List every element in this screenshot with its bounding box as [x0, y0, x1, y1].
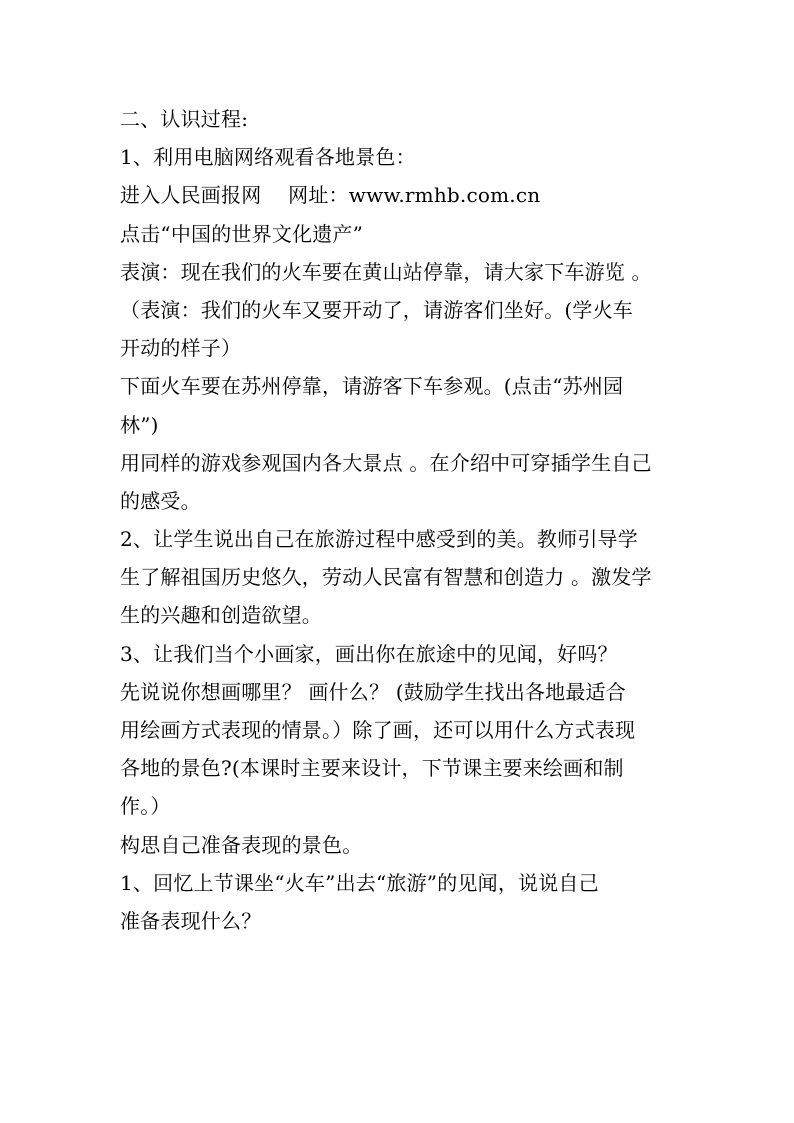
text-line-url: 进入人民画报网 网址：www.rmhb.com.cn — [120, 183, 541, 208]
text-line: 开动的样子） — [120, 336, 242, 361]
text-line: 3、让我们当个小画家，画出你在旅途中的见闻，好吗？ — [120, 641, 618, 666]
text-line: （表演：我们的火车又要开动了，请游客们坐好。(学火车 — [120, 297, 634, 322]
text-line: 先说说你想画哪里？ 画什么？ (鼓励学生找出各地最适合 — [120, 679, 626, 704]
text-line: 1、利用电脑网络观看各地景色： — [120, 145, 416, 170]
text-line: 各地的景色?(本课时主要来设计，下节课主要来绘画和制 — [120, 756, 624, 781]
text-line: 生了解祖国历史悠久，劳动人民富有智慧和创造力 。激发学 — [120, 565, 652, 590]
text-line: 用同样的游戏参观国内各大景点 。在介绍中可穿插学生自己 — [120, 450, 652, 475]
text-line: 的感受。 — [120, 488, 201, 513]
text-line: 2、让学生说出自己在旅游过程中感受到的美。教师引导学 — [120, 527, 638, 552]
text-line: 林”) — [120, 412, 159, 437]
section-heading: 二、认识过程: — [120, 107, 249, 131]
text-line: 点击“中国的世界文化遗产” — [120, 221, 364, 246]
text-line: 下面火车要在苏州停靠，请游客下车参观。(点击“苏州园 — [120, 374, 624, 399]
text-line: 生的兴趣和创造欲望。 — [120, 603, 322, 628]
text-line: 作。） — [120, 794, 171, 819]
text-line: 准备表现什么？ — [120, 908, 262, 933]
text-line: 构思自己准备表现的景色。 — [120, 832, 363, 857]
text-line: 表演：现在我们的火车要在黄山站停靠，请大家下车游览 。 — [120, 259, 652, 284]
text-line: 1、回忆上节课坐“火车”出去“旅游”的见闻，说说自己 — [120, 870, 599, 895]
text-line: 用绘画方式表现的情景。）除了画，还可以用什么方式表现 — [120, 718, 636, 742]
document-body — [120, 100, 680, 940]
